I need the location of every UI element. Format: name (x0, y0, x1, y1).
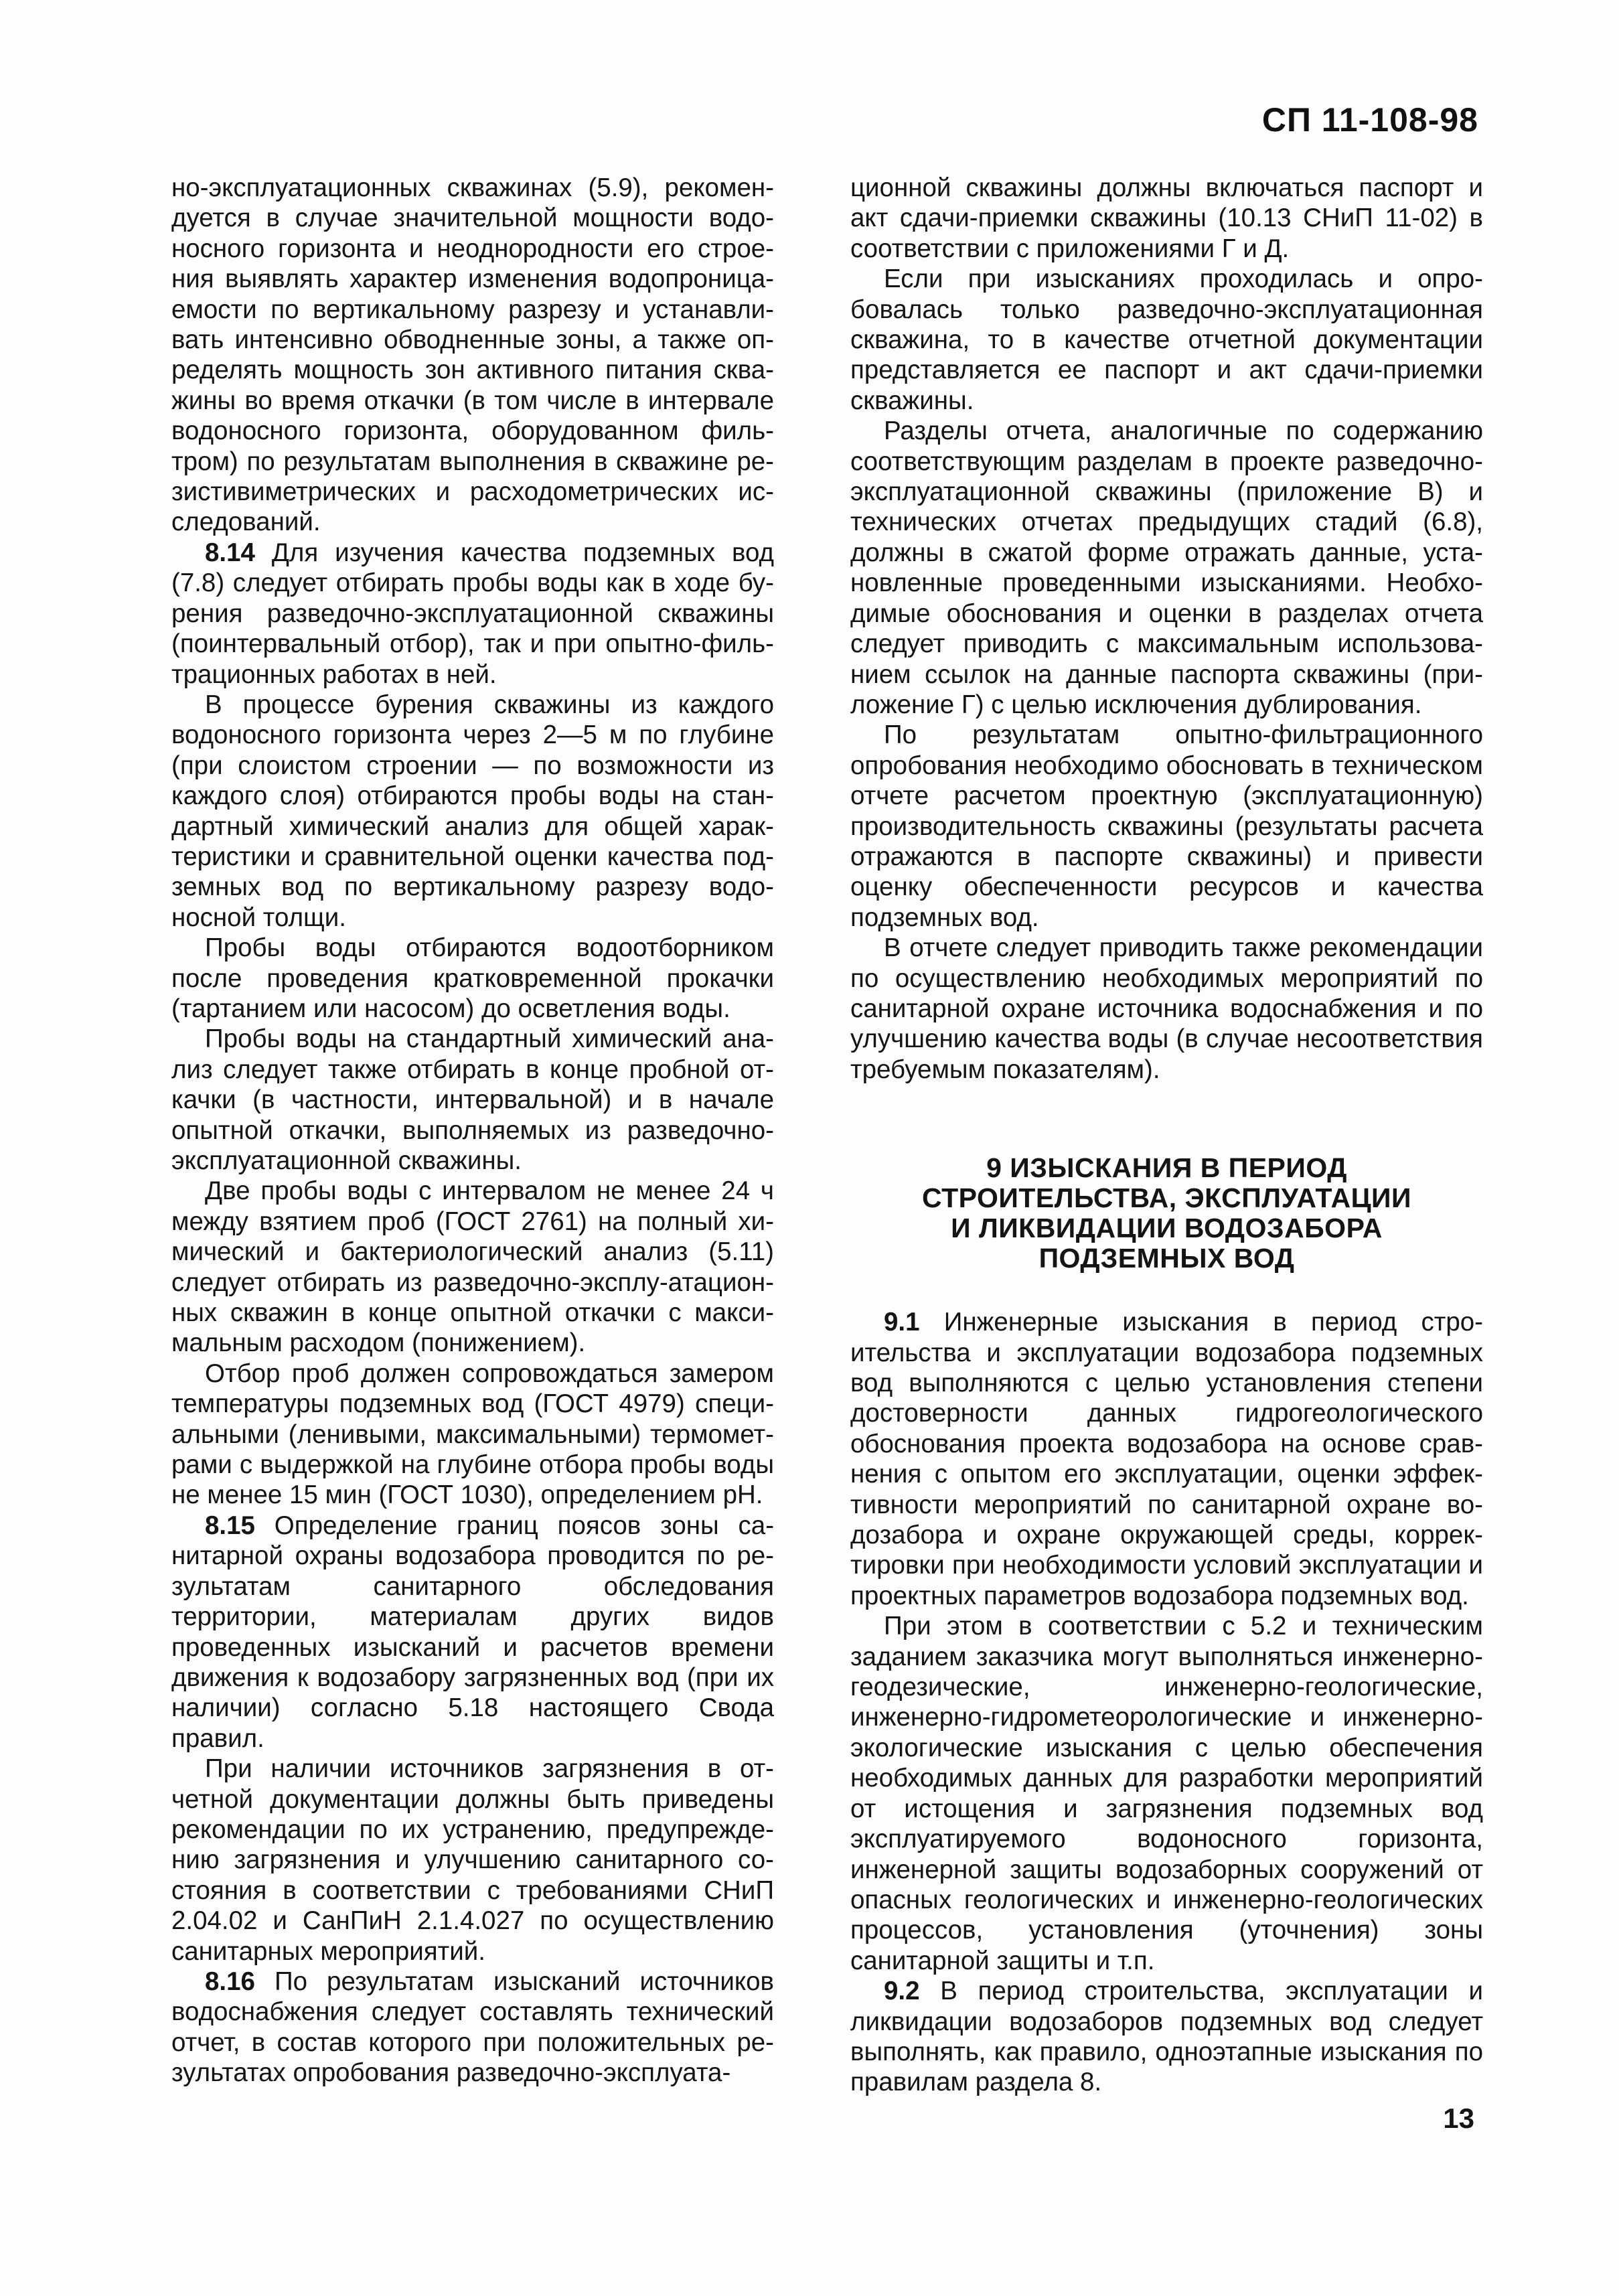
paragraph (850, 416, 1483, 720)
paragraph-text: При этом в соответствии с 5.2 и техническим заданием заказчика могут выполняться инженерно-геодезические, инженерно-геологические, инженерно-гидрометеорологические и инженерно-экологические изыскания с целью обеспечения необходимых данных для разработки мероприятий от истощения и загрязнения подземных вод эксплуатируемого водоносного горизонта, инженерной защиты водозаборных сооружений от опасных геологических и инженерно-геологических процессов, установления (уточнения) зоны санитарной защиты и т.п. (850, 1612, 1483, 1975)
section-heading-line: СТРОИТЕЛЬСТВА, ЭКСПЛУАТАЦИИ (922, 1182, 1411, 1214)
paragraph (171, 538, 774, 690)
paragraph (850, 173, 1483, 264)
paragraph (171, 690, 774, 933)
paragraph-text: Если при изысканиях проходилась и опробовалась только разведочно-эксплуатационная скважина, то в качестве отчетной документации представляется ее паспорт и акт сдачи-приемки скважины. (850, 264, 1483, 415)
paragraph-text: В период строительства, эксплуатации и ликвидации водозаборов подземных вод следует выполнять, как правило, одноэтапные изыскания по правилам раздела 8. (850, 1977, 1483, 2097)
paragraph-text: Инженерные изыскания в период строительства и эксплуатации водозабора подземных вод выполняются с целью установления степени достоверности данных гидрогеологического обоснования проекта водозабора на основе сравнения с опытом его эксплуатации, оценки эффективности мероприятий по санитарной охране водозабора и охране окружающей среды, корректировки при необходимости условий эксплуатации и проектных параметров водозабора подземных вод. (850, 1308, 1483, 1610)
paragraph-text: Пробы воды на стандартный химический анализ следует также отбирать в конце пробной откачки (в частности, интервальной) и в начале опытной откачки, выполняемых из разведочно-эксплуатационной скважины. (171, 1024, 774, 1175)
document-code: СП 11-108-98 (1261, 101, 1478, 139)
right-column-bottom (850, 1307, 1483, 2098)
page-number: 13 (1443, 2102, 1474, 2134)
clause-number: 8.16 (205, 1967, 255, 1996)
paragraph-text: При наличии источников загрязнения в отчетной документации должны быть приведены рекомендации по их устранению, предупреждению загрязнения и улучшению санитарного состояния в соответствии с требованиями СНиП 2.04.02 и СанПиН 2.1.4.027 по осуществлению санитарных мероприятий. (171, 1754, 774, 1966)
left-column (171, 173, 774, 2088)
right-column-top (850, 173, 1483, 1085)
paragraph-text: Определение границ поясов зоны санитарной охраны водозабора проводится по результатам санитарного обследования территории, материалам других видов проведенных изысканий и расчетов времени движения к водозабору загрязненных вод (при их наличии) согласно 5.18 настоящего Свода правил. (171, 1511, 775, 1753)
paragraph (850, 264, 1483, 416)
paragraph (171, 173, 774, 538)
paragraph (850, 1611, 1483, 1976)
paragraph-text: По результатам изысканий источников водоснабжения следует составлять технический отчет, в состав которого при положительных результатах опробования разведочно-эксплуата- (171, 1967, 774, 2088)
paragraph-text: По результатам опытно-фильтрационного опробования необходимо обосновать в техническом отчете расчетом проектную (эксплуатационную) производительность скважины (результаты расчета отражаются в паспорте скважины) и привести оценку обеспеченности ресурсов и качества подземных вод. (850, 720, 1483, 932)
paragraph (850, 933, 1483, 1085)
paragraph (171, 1176, 774, 1358)
paragraph (171, 1511, 774, 1754)
paragraph (171, 1359, 774, 1511)
paragraph-text: Пробы воды отбираются водоотборником после проведения кратковременной прокачки (тартанием или насосом) до осветления воды. (171, 933, 774, 1023)
paragraph-text: ционной скважины должны включаться паспорт и акт сдачи-приемки скважины (10.13 СНиП 11-02) в соответствии с приложениями Г и Д. (850, 173, 1483, 263)
clause-number: 9.1 (884, 1308, 920, 1337)
clause-number: 8.14 (205, 538, 255, 567)
section-heading-line: И ЛИКВИДАЦИИ ВОДОЗАБОРА (951, 1213, 1383, 1244)
paragraph-text: Отбор проб должен сопровождаться замером температуры подземных вод (ГОСТ 4979) специальными (ленивыми, максимальными) термометрами с выдержкой на глубине отбора пробы воды не менее 15 мин (ГОСТ 1030), определением pH. (171, 1359, 774, 1510)
paragraph-text: Две пробы воды с интервалом не менее 24 ч между взятием проб (ГОСТ 2761) на полный химический и бактериологический анализ (5.11) следует отбирать из разведочно-эксплу-атационных скважин в конце опытной откачки с максимальным расходом (понижением). (171, 1176, 774, 1358)
paragraph (171, 1967, 774, 2088)
paragraph-text: Разделы отчета, аналогичные по содержанию соответствующим разделам в проекте разведочно-эксплуатационной скважины (приложение В) и технических отчетах предыдущих стадий (6.8), должны в сжатой форме отражать данные, установленные проведенными изысканиями. Необходимые обоснования и оценки в разделах отчета следует приводить с максимальным использованием ссылок на данные паспорта скважины (приложение Г) с целью исключения дублирования. (850, 416, 1483, 719)
paragraph (850, 720, 1483, 933)
paragraph (171, 1754, 774, 1967)
section-heading (850, 1153, 1483, 1274)
section-heading-line: 9 ИЗЫСКАНИЯ В ПЕРИОД (986, 1152, 1347, 1184)
paragraph-text: В отчете следует приводить также рекомендации по осуществлению необходимых мероприятий по санитарной охране источника водоснабжения и по улучшению качества воды (в случае несоответствия требуемым показателям). (850, 933, 1483, 1084)
paragraph (850, 1307, 1483, 1611)
paragraph (171, 1024, 774, 1176)
paragraph (171, 933, 774, 1024)
clause-number: 8.15 (205, 1511, 255, 1540)
section-heading-line: ПОДЗЕМНЫХ ВОД (1038, 1243, 1295, 1274)
paragraph (850, 1976, 1483, 2098)
paragraph-text: В процессе бурения скважины из каждого водоносного горизонта через 2—5 м по глубине (при слоистом строении — по возможности из каждого слоя) отбираются пробы воды на стандартный химический анализ для общей характеристики и сравнительной оценки качества подземных вод по вертикальному разрезу водоносной толщи. (171, 690, 774, 932)
paragraph-text: Для изучения качества подземных вод (7.8) следует отбирать пробы воды как в ходе бурения разведочно-эксплуатационной скважины (поинтервальный отбор), так и при опытно-фильтрационных работах в ней. (171, 538, 774, 689)
right-column (850, 173, 1483, 2098)
paragraph-text: но-эксплуатационных скважинах (5.9), рекомендуется в случае значительной мощности водоносного горизонта и неоднородности его строения выявлять характер изменения водопроницаемости по вертикальному разрезу и устанавливать интенсивно обводненные зоны, а также определять мощность зон активного питания скважины во время откачки (в том числе в интервале водоносного горизонта, оборудованном фильтром) по результатам выполнения в скважине резистивиметрических и расходометрических исследований. (171, 173, 774, 537)
clause-number: 9.2 (884, 1977, 920, 2006)
